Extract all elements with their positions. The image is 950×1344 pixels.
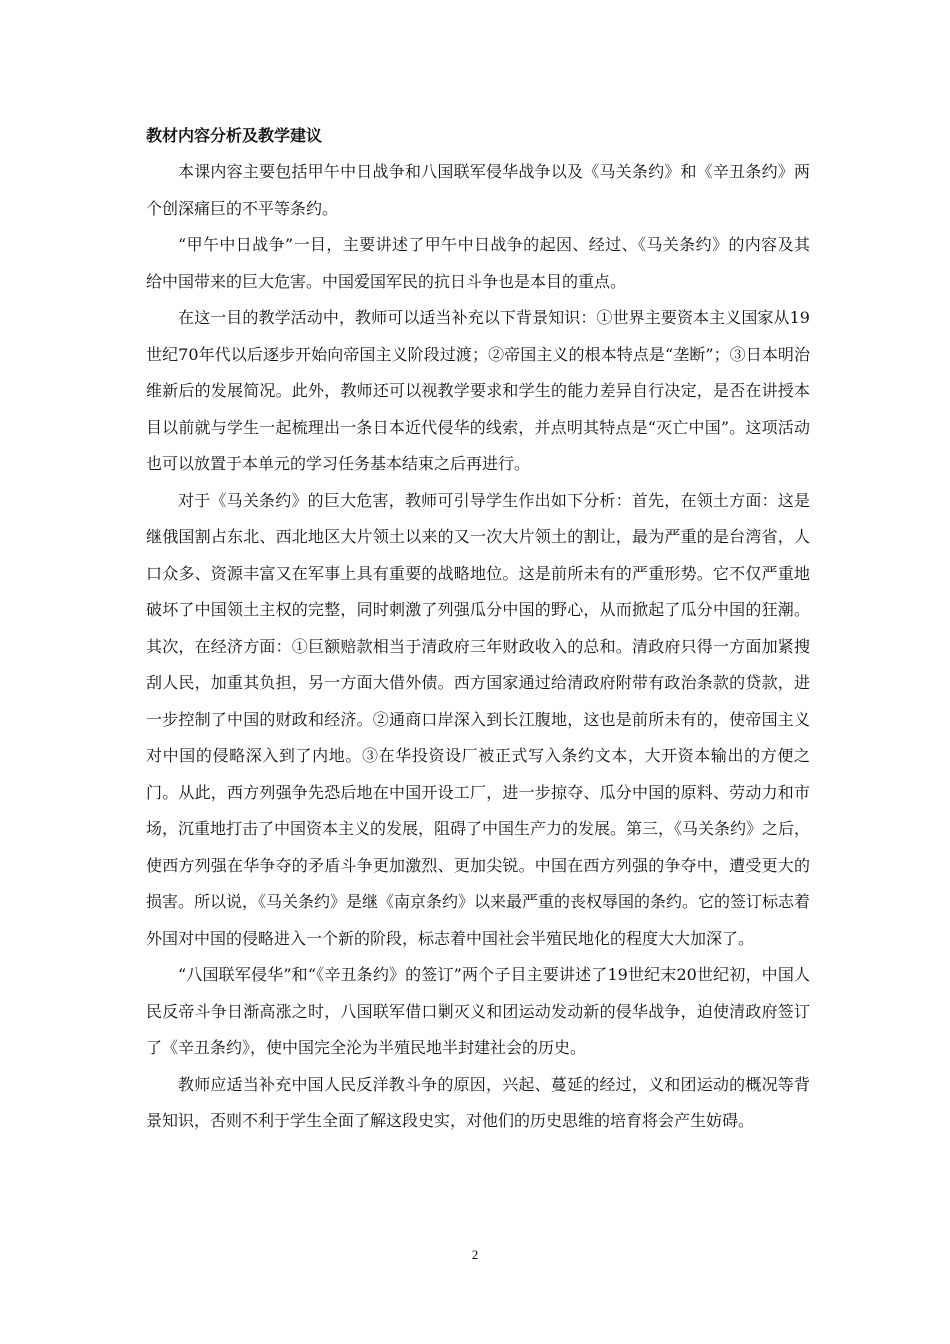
paragraph-intro: 本课内容主要包括甲午中日战争和八国联军侵华战争以及《马关条约》和《辛丑条约》两个创深痛巨的不平等条约。 xyxy=(146,162,810,218)
section-heading: 教材内容分析及教学建议 xyxy=(146,126,323,145)
paragraph-sino-japanese-war: “甲午中日战争”一目，主要讲述了甲午中日战争的起因、经过、《马关条约》的内容及其给中国带来的巨大危害。中国爱国军民的抗日斗争也是本目的重点。 xyxy=(146,235,810,291)
paragraph-teaching-advice: 教师应适当补充中国人民反洋教斗争的原因，兴起、蔓延的经过，义和团运动的概况等背景知识，否则不利于学生全面了解这段史实，对他们的历史思维的培育将会产生妨碍。 xyxy=(146,1074,810,1130)
paragraph-background-knowledge: 在这一目的教学活动中，教师可以适当补充以下背景知识：①世界主要资本主义国家从19世纪70年代以后逐步开始向帝国主义阶段过渡；②帝国主义的根本特点是“垄断”；③日本明治维新后的发展简况。此外，教师还可以视教学要求和学生的能力差异自行决定，是否在讲授本目以前就与学生一起梳理出一条日本近代侵华的线索，并点明其特点是“灭亡中国”。这项活动也可以放置于本单元的学习任务基本结束之后再进行。 xyxy=(146,308,810,473)
paragraph-treaty-analysis: 对于《马关条约》的巨大危害，教师可引导学生作出如下分析：首先，在领土方面：这是继俄国割占东北、西北地区大片领土以来的又一次大片领土的割让，最为严重的是台湾省，人口众多、资源丰富又在军事上具有重要的战略地位。这是前所未有的严重形势。它不仅严重地破坏了中国领土主权的完整，同时刺激了列强瓜分中国的野心，从而掀起了瓜分中国的狂潮。其次，在经济方面：①巨额赔款相当于清政府三年财政收入的总和。清政府只得一方面加紧搜刮人民，加重其负担，另一方面大借外债。西方国家通过给清政府附带有政治条款的贷款，进一步控制了中国的财政和经济。②通商口岸深入到长江腹地，这也是前所未有的，使帝国主义对中国的侵略深入到了内地。③在华投资设厂被正式写入条约文本，大开资本输出的方便之门。从此，西方列强争先恐后地在中国开设工厂，进一步掠夺、瓜分中国的原料、劳动力和市场，沉重地打击了中国资本主义的发展，阻碍了中国生产力的发展。第三，《马关条约》之后，使西方列强在华争夺的矛盾斗争更加激烈、更加尖锐。中国在西方列强的争夺中，遭受更大的损害。所以说，《马关条约》是继《南京条约》以来最严重的丧权辱国的条约。它的签订标志着外国对中国的侵略进入一个新的阶段，标志着中国社会半殖民地化的程度大大加深了。 xyxy=(146,490,811,948)
document-body xyxy=(146,118,810,1140)
page-number: 2 xyxy=(471,1247,479,1262)
paragraph-eight-nation-alliance: “八国联军侵华”和“《辛丑条约》的签订”两个子目主要讲述了19世纪末20世纪初，中国人民反帝斗争日渐高涨之时，八国联军借口剿灭义和团运动发动新的侵华战争，迫使清政府签订了《辛丑条约》，使中国完全沦为半殖民地半封建社会的历史。 xyxy=(146,965,810,1057)
